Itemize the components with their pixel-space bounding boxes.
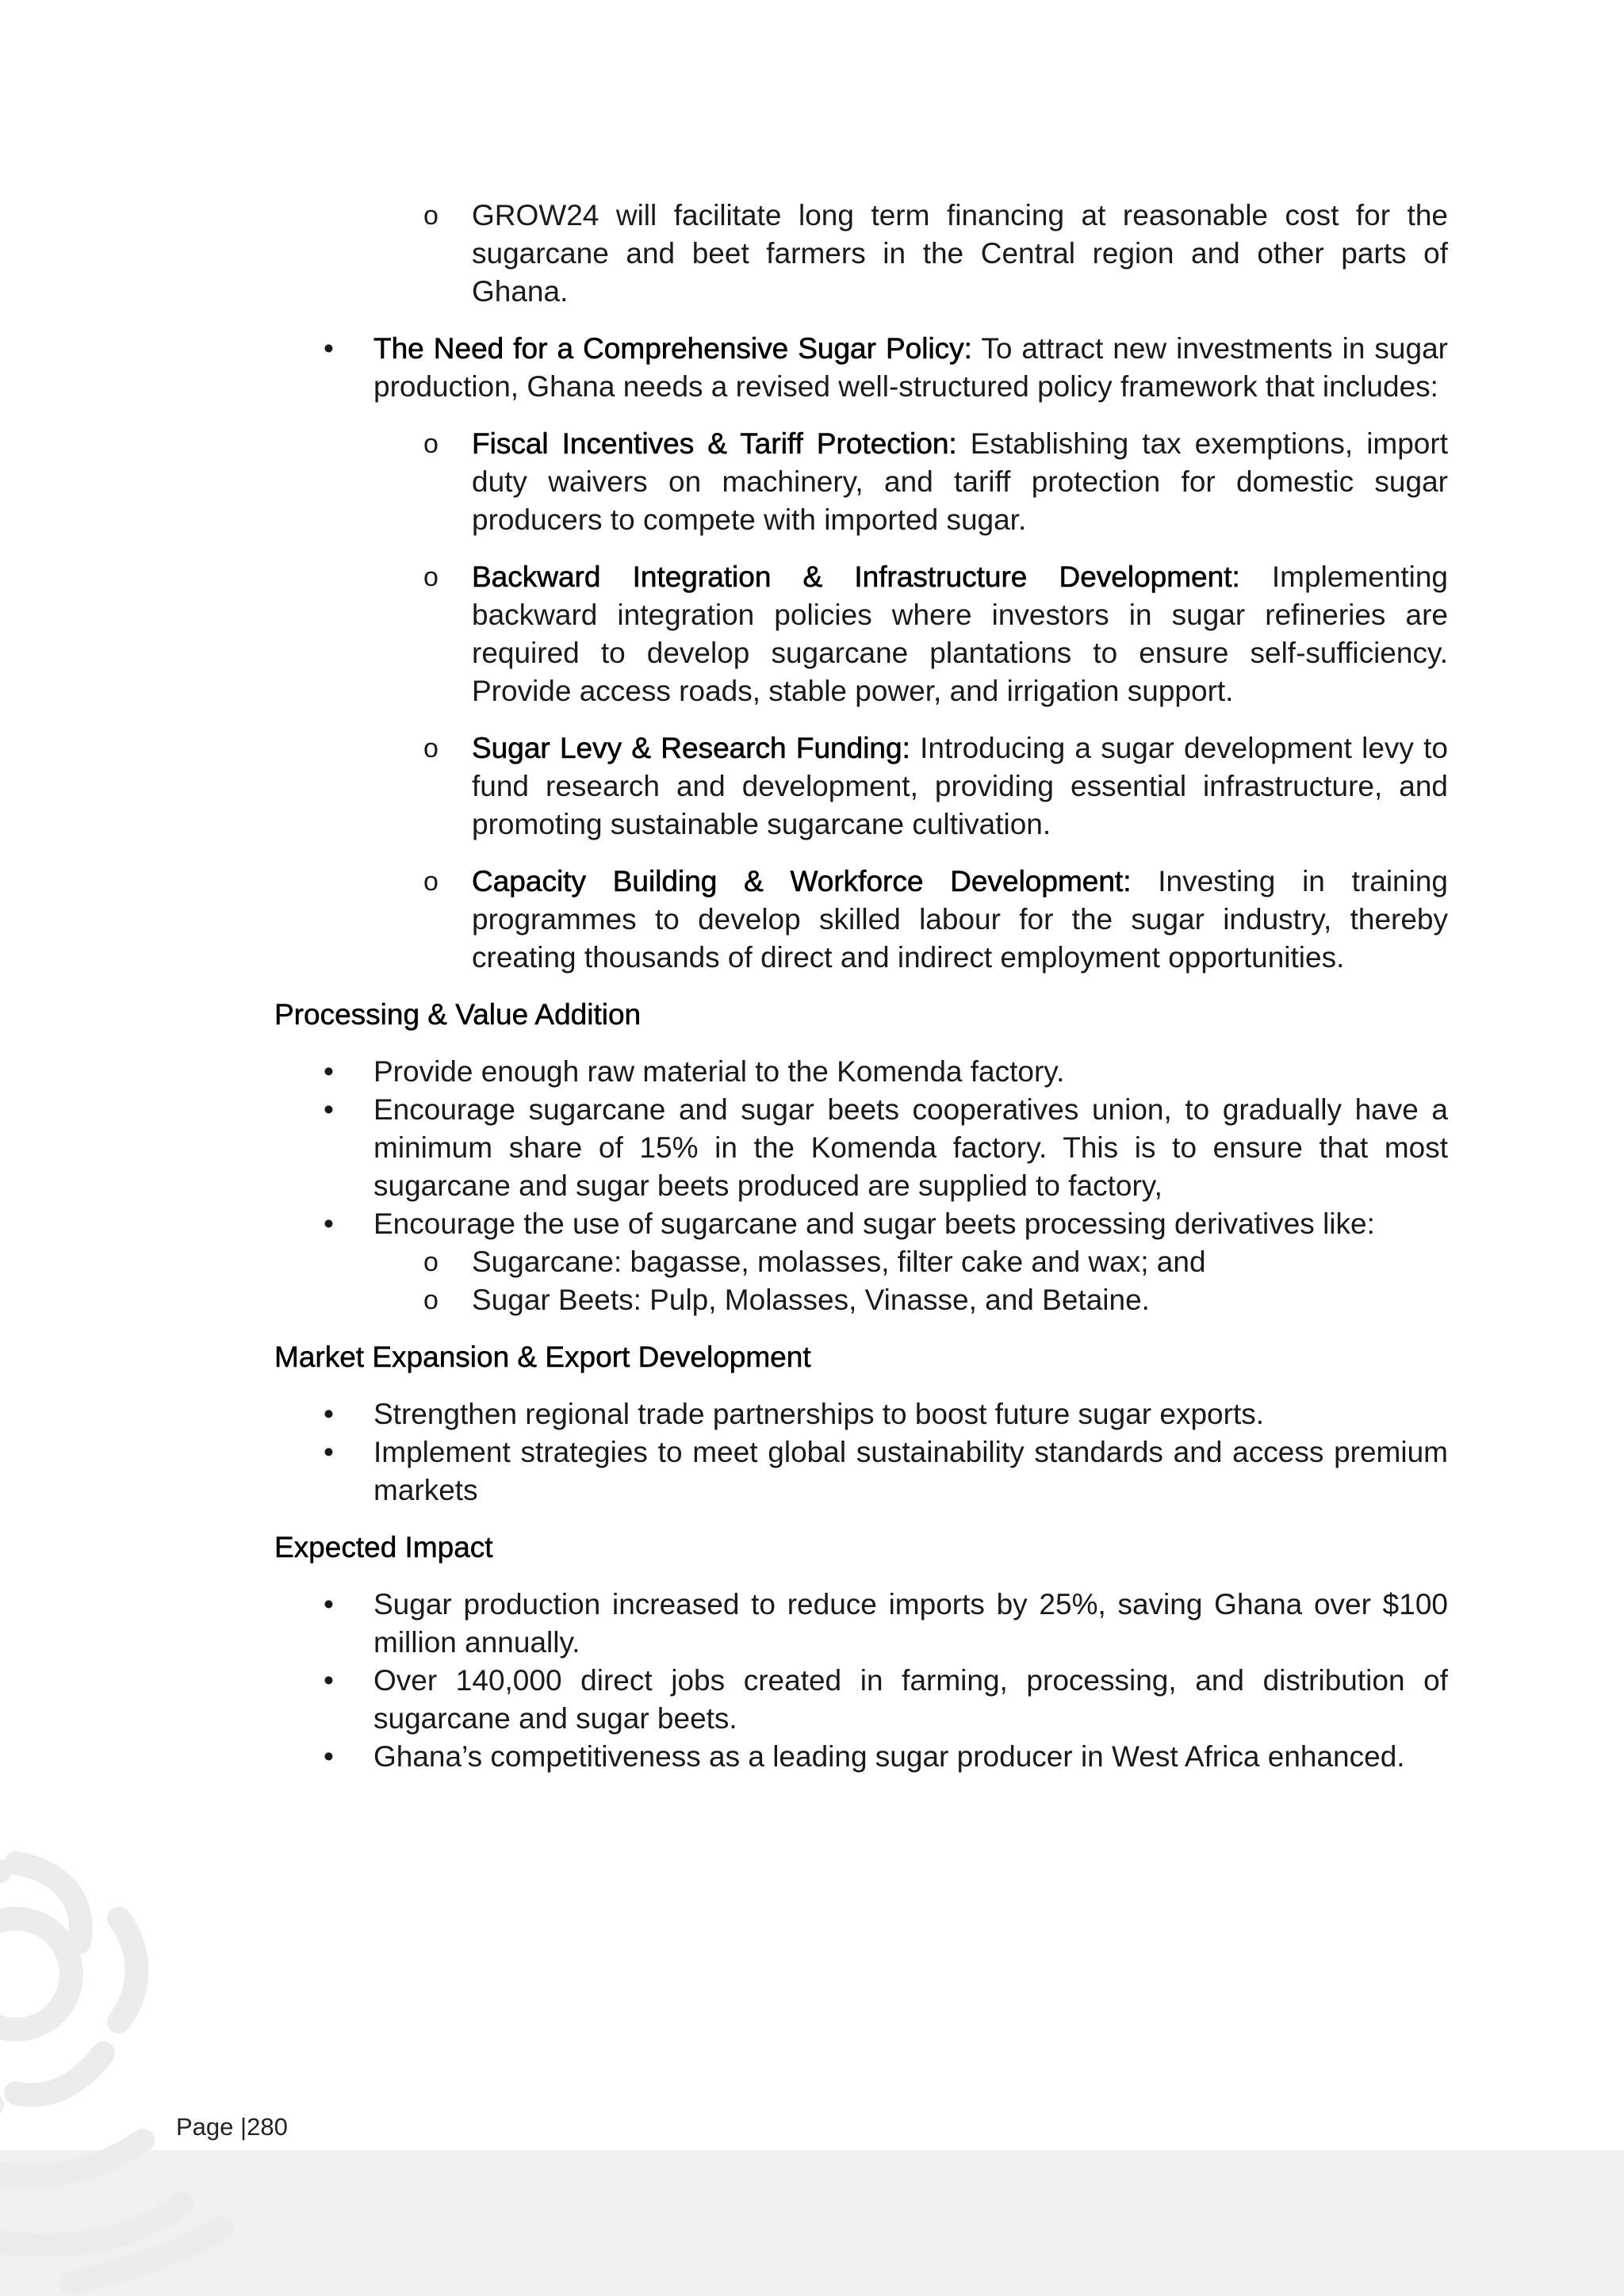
sub-list-item	[274, 1281, 1448, 1319]
list-item	[274, 1738, 1448, 1776]
sub-bullet-icon: o	[423, 733, 439, 763]
list-item-sugar-levy	[274, 729, 1448, 844]
decorative-emblem-watermark-icon	[0, 1712, 293, 2296]
section-heading-processing: Processing & Value Addition	[274, 998, 642, 1031]
list-item	[274, 1433, 1448, 1510]
list-item	[274, 1053, 1448, 1091]
sub-bullet-icon: o	[423, 201, 439, 231]
sub-bullet-icon: o	[423, 1247, 439, 1277]
list-item-text	[274, 425, 1448, 539]
item-body: To attract new investments in sugar production, Ghana needs a revised well-structured policy framework that includes:	[373, 332, 1448, 403]
bullet-icon: •	[324, 1740, 334, 1773]
item-lead-bold: Backward Integration & Infrastructure Development:	[472, 561, 1240, 593]
item-lead-bold: The Need for a Comprehensive Sugar Policy:	[373, 332, 972, 365]
page-separator: |	[240, 2113, 247, 2141]
bullet-icon: •	[324, 1207, 334, 1240]
bullet-icon: •	[324, 1055, 334, 1088]
page-label: Page	[176, 2113, 234, 2141]
item-body: Implementing backward integration policies where investors in sugar refineries are required to develop sugarcane plantations to ensure self-sufficiency. Provide access roads, stable power, and irrigation support.	[472, 561, 1449, 707]
bullet-icon: •	[324, 1398, 334, 1430]
list-item	[274, 1091, 1448, 1205]
bullet-icon: •	[324, 1588, 334, 1621]
list-item-fiscal-incentives	[274, 425, 1448, 539]
list-item-text: Ghana’s competitiveness as a leading sugar producer in West Africa enhanced.	[373, 1740, 1405, 1773]
list-item-text	[274, 729, 1448, 844]
section-heading-impact: Expected Impact	[274, 1531, 493, 1563]
list-item-backward-integration	[274, 558, 1448, 710]
list-item-text: Implement strategies to meet global sustainability standards and access premium markets	[373, 1436, 1448, 1506]
sub-bullet-icon: o	[423, 562, 439, 592]
page-number	[176, 2113, 288, 2141]
list-item-text	[274, 863, 1448, 977]
bullet-icon: •	[324, 1093, 334, 1126]
item-lead-bold: Fiscal Incentives & Tariff Protection:	[472, 427, 957, 460]
list-item-text	[274, 558, 1448, 710]
sub-bullet-icon: o	[423, 429, 439, 459]
page-number-value: 280	[247, 2113, 288, 2141]
sub-bullet-icon: o	[423, 867, 439, 897]
bullet-icon: •	[324, 1664, 334, 1697]
list-item	[274, 1395, 1448, 1433]
list-item-text: GROW24 will facilitate long term financing at reasonable cost for the sugarcane and beet farmers in the Central region and other parts of Ghana.	[472, 199, 1448, 308]
list-item-text: Strengthen regional trade partnerships to boost future sugar exports.	[373, 1398, 1265, 1430]
list-item-text	[274, 330, 1448, 406]
list-item-text: Over 140,000 direct jobs created in farming, processing, and distribution of sugarcane and sugar beets.	[373, 1664, 1448, 1735]
sub-list-item	[274, 1243, 1448, 1281]
list-item	[274, 1662, 1448, 1738]
list-item-text: Encourage the use of sugarcane and sugar beets processing derivatives like:	[373, 1207, 1375, 1240]
item-lead-bold: Sugar Levy & Research Funding:	[472, 732, 910, 764]
list-item	[274, 197, 1448, 311]
sub-bullet-icon: o	[423, 1285, 439, 1315]
item-lead-bold: Capacity Building & Workforce Development:	[472, 865, 1132, 897]
list-item-text: Provide enough raw material to the Komenda factory.	[373, 1055, 1065, 1088]
list-item	[274, 1586, 1448, 1662]
list-item-capacity-building	[274, 863, 1448, 977]
section-heading-market: Market Expansion & Export Development	[274, 1341, 811, 1373]
bullet-icon: •	[324, 332, 334, 365]
list-item-text: Sugar production increased to reduce imports by 25%, saving Ghana over $100 million annually.	[373, 1588, 1448, 1659]
item-body: Establishing tax exemptions, import duty waivers on machinery, and tariff protection for domestic sugar producers to compete with imported sugar.	[472, 427, 1448, 536]
list-item-text: Sugarcane: bagasse, molasses, filter cake and wax; and	[472, 1246, 1206, 1278]
list-item	[274, 1205, 1448, 1243]
item-body: Investing in training programmes to develop skilled labour for the sugar industry, thereby creating thousands of direct and indirect employment opportunities.	[472, 865, 1448, 974]
item-body: Introducing a sugar development levy to fund research and development, providing essential infrastructure, and promoting sustainable sugarcane cultivation.	[472, 732, 1449, 840]
list-item-sugar-policy	[274, 330, 1448, 406]
bullet-icon: •	[324, 1436, 334, 1468]
list-item-text: Sugar Beets: Pulp, Molasses, Vinasse, and Betaine.	[472, 1284, 1150, 1316]
list-item-text: Encourage sugarcane and sugar beets cooperatives union, to gradually have a minimum share of 15% in the Komenda factory. This is to ensure that most sugarcane and sugar beets produced are supplied to factory,	[373, 1093, 1448, 1202]
document-body	[274, 197, 1448, 1776]
